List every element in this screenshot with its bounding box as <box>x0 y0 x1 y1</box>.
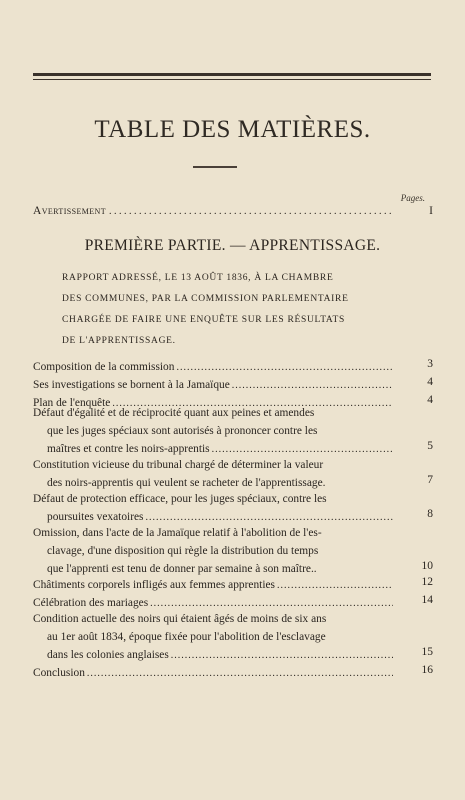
toc-entry[interactable] <box>33 490 393 527</box>
dot-leader <box>109 206 392 217</box>
toc-entry-text: maîtres et contre les noirs-apprentis <box>47 443 210 455</box>
toc-entry-text: Plan de l'enquête <box>33 397 111 409</box>
report-heading-line: RAPPORT ADRESSÉ, LE 13 AOÛT 1836, À LA CHAMBRE <box>62 273 334 283</box>
toc-entry-text: Condition actuelle des noirs qui étaient âgés de moins de six ans <box>33 613 327 625</box>
toc-entry-text: Composition de la commission <box>33 361 175 373</box>
toc-entry-page: 14 <box>421 594 433 606</box>
pages-column-label: Pages. <box>400 193 425 203</box>
toc-entry-text: dans les colonies anglaises <box>47 649 169 661</box>
title-divider <box>193 166 237 168</box>
report-heading-line: DE L'APPRENTISSAGE. <box>62 336 176 346</box>
toc-entry[interactable] <box>33 524 393 578</box>
toc-entry[interactable] <box>33 404 393 459</box>
toc-entry-text: clavage, d'une disposition qui règle la distribution du temps <box>47 545 319 557</box>
toc-entry-text: Ses investigations se bornent à la Jamaïque <box>33 379 230 391</box>
toc-entry-text: Châtiments corporels infligés aux femmes apprenties <box>33 579 275 591</box>
toc-entry-page: 12 <box>421 576 433 588</box>
toc-entry-avertissement[interactable] <box>33 205 395 217</box>
dot-leader <box>232 377 393 395</box>
toc-entry-page: 16 <box>421 664 433 676</box>
toc-entry-page: 7 <box>427 474 433 486</box>
toc-entry[interactable] <box>33 610 393 665</box>
header-rule-thick <box>33 73 431 76</box>
toc-entry[interactable] <box>33 376 393 395</box>
toc-entry-text: Conclusion <box>33 667 85 679</box>
toc-entry-page: 8 <box>427 508 433 520</box>
toc-entry-text: que l'apprenti est tenu de donner par semaine à son maître.. <box>47 563 317 575</box>
toc-entry-page: 3 <box>427 358 433 370</box>
toc-entry-page: I <box>429 205 433 217</box>
header-rule-thin <box>33 79 431 80</box>
dot-leader <box>176 359 393 377</box>
report-heading-line: DES COMMUNES, PAR LA COMMISSION PARLEMENTAIRE <box>62 294 349 304</box>
toc-entry[interactable] <box>33 664 393 683</box>
toc-entry-label: Avertissement <box>33 205 107 217</box>
dot-leader <box>277 577 393 595</box>
toc-entry-text: des noirs-apprentis qui veulent se racheter de l'apprentissage. <box>47 477 326 489</box>
toc-entry-page: 4 <box>427 376 433 388</box>
toc-entry-text: que les juges spéciaux sont autorisés à prononcer contre les <box>47 425 318 437</box>
toc-entry-page: 15 <box>421 646 433 658</box>
report-heading <box>62 268 407 352</box>
toc-entry-text: Célébration des mariages <box>33 597 149 609</box>
toc-entry-text: poursuites vexatoires <box>47 511 144 523</box>
toc-entry-text: au 1er août 1834, époque fixée pour l'abolition de l'esclavage <box>47 631 326 643</box>
part-title: PREMIÈRE PARTIE. — APPRENTISSAGE. <box>84 237 381 254</box>
toc-entry-text: Constitution vicieuse du tribunal chargé de déterminer la valeur <box>33 459 324 471</box>
dot-leader <box>87 665 393 683</box>
toc-entry-page: 10 <box>421 560 433 572</box>
toc-entry[interactable] <box>33 358 393 377</box>
dot-leader <box>171 647 393 665</box>
toc-entry[interactable] <box>33 576 393 595</box>
toc-entry[interactable] <box>33 456 393 492</box>
page-title: TABLE DES MATIÈRES. <box>94 116 371 143</box>
toc-entry-page: 4 <box>427 394 433 406</box>
toc-entry-text: Défaut d'égalité et de réciprocité quant aux peines et amendes <box>33 407 315 419</box>
toc-entry-text: Défaut de protection efficace, pour les juges spéciaux, contre les <box>33 493 327 505</box>
toc-entry-text: Omission, dans l'acte de la Jamaïque relatif à l'abolition de l'es- <box>33 527 322 539</box>
toc-entry-page: 5 <box>427 440 433 452</box>
report-heading-line: CHARGÉE DE FAIRE UNE ENQUÊTE SUR LES RÉSULTATS <box>62 315 345 325</box>
